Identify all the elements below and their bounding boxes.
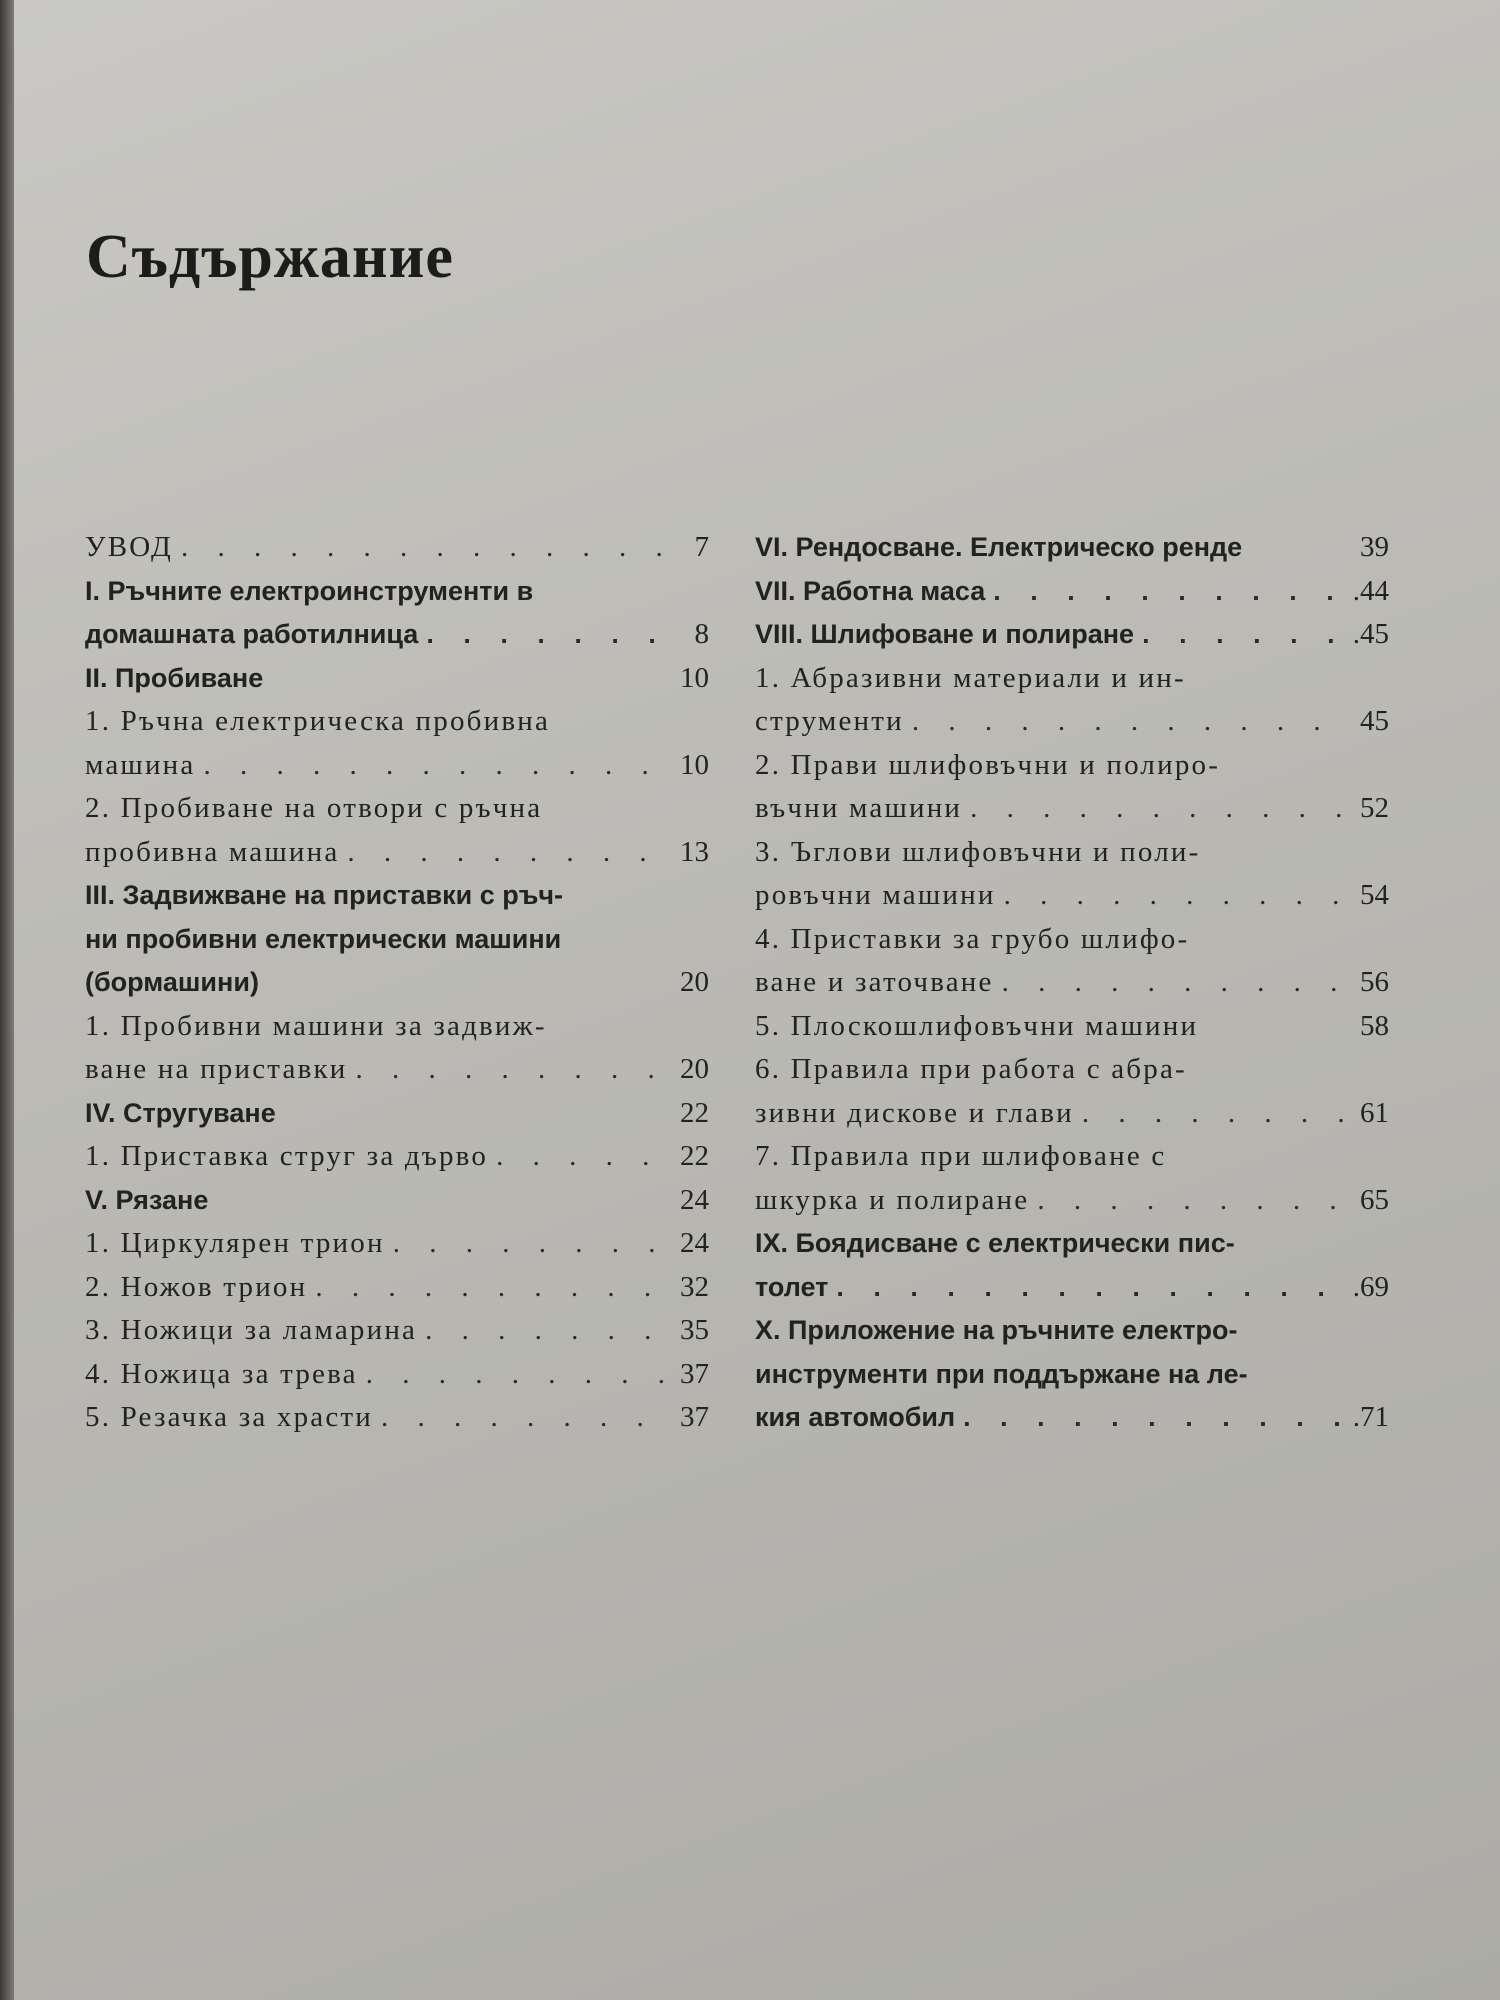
toc-entry-text: зивни дискове и глави — [755, 1096, 1074, 1129]
toc-entry-line — [85, 613, 709, 657]
toc-page-number: 32 — [680, 1270, 709, 1303]
toc-page-number: 61 — [1360, 1096, 1389, 1129]
toc-entry-line — [755, 1222, 1389, 1266]
toc-entry-text: домашната работилница — [85, 619, 419, 649]
toc-entry-text: X. Приложение на ръчните електро- — [755, 1315, 1238, 1345]
toc-entry-line — [755, 1353, 1389, 1397]
toc-page-number: 10 — [680, 661, 709, 694]
toc-entry-text: кия автомобил — [755, 1402, 956, 1432]
toc-page-number: 54 — [1360, 879, 1389, 911]
toc-entry-line — [85, 1092, 709, 1136]
toc-chapter-entry — [85, 657, 709, 701]
toc-page-number: 45 — [1360, 705, 1389, 737]
toc-left-column — [85, 526, 709, 1440]
toc-entry-text: толет — [755, 1271, 829, 1302]
toc-entry-text: V. Рязане — [85, 1184, 209, 1215]
toc-section-entry — [85, 526, 709, 570]
toc-entry-text: (бормашини) — [85, 967, 259, 997]
dot-leader — [912, 700, 1347, 744]
toc-entry-line — [755, 1005, 1389, 1049]
toc-entry-line — [85, 1353, 709, 1397]
toc-section-entry — [85, 1222, 709, 1266]
toc-entry-text: 2. Прави шлифовъчни и полиро- — [755, 748, 1221, 781]
dot-leader — [1142, 613, 1345, 657]
toc-section-entry — [85, 1396, 709, 1440]
toc-entry-line — [85, 1309, 709, 1353]
toc-entry-line — [85, 1135, 709, 1179]
toc-entry-text: 1. Абразивни материали и ин- — [755, 661, 1186, 694]
toc-entry-text: УВОД — [85, 531, 173, 563]
toc-entry-text: пробивна машина — [85, 835, 340, 868]
toc-entry-line — [85, 657, 709, 701]
toc-page-number: 20 — [680, 1053, 709, 1085]
toc-page-number: 52 — [1360, 792, 1389, 824]
toc-entry-line — [755, 1266, 1389, 1310]
toc-entry-text: машина — [85, 748, 196, 781]
toc-entry-text: ровъчни машини — [755, 879, 996, 911]
toc-entry-text: 5. Плоскошлифовъчни машини — [755, 1009, 1199, 1042]
toc-entry-text: шкурка и полиране — [755, 1183, 1030, 1216]
toc-entry-text: въчни машини — [755, 792, 963, 824]
toc-section-entry — [85, 787, 709, 874]
dot-leader — [496, 1135, 667, 1179]
dot-leader — [1004, 874, 1347, 918]
toc-entry-text: 5. Резачка за храсти — [85, 1401, 374, 1433]
toc-entry-line — [85, 1005, 709, 1049]
dot-leader — [393, 1222, 667, 1266]
toc-entry-line — [755, 526, 1389, 570]
toc-entry-line — [755, 1092, 1389, 1136]
toc-entry-text: 1. Ръчна електрическа пробивна — [85, 705, 551, 737]
toc-entry-line — [755, 613, 1389, 657]
toc-chapter-entry — [755, 1222, 1389, 1309]
toc-entry-text: I. Ръчните електроинструменти в — [85, 575, 534, 606]
dot-leader — [1002, 961, 1347, 1005]
toc-entry-text: 6. Правила при работа с абра- — [755, 1053, 1187, 1085]
toc-chapter-entry — [755, 526, 1389, 570]
toc-entry-line — [755, 744, 1389, 788]
toc-entry-text: 3. Ъглови шлифовъчни и поли- — [755, 835, 1201, 868]
dot-leader — [836, 1266, 1344, 1310]
toc-page-number: 7 — [694, 531, 709, 563]
toc-entry-line — [755, 1396, 1389, 1440]
toc-section-entry — [85, 1135, 709, 1179]
toc-chapter-entry — [85, 874, 709, 1005]
toc-entry-text: 2. Ножов трион — [85, 1270, 308, 1303]
toc-section-entry — [85, 1005, 709, 1092]
toc-chapter-entry — [85, 570, 709, 657]
toc-entry-text: 4. Ножица за трева — [85, 1357, 358, 1390]
toc-entry-line — [755, 874, 1389, 918]
toc-page-number: 22 — [680, 1140, 709, 1172]
toc-entry-text: 2. Пробиване на отвори с ръчна — [85, 792, 543, 824]
toc-entry-text: IV. Стругуване — [85, 1097, 276, 1128]
dot-leader — [315, 1266, 667, 1310]
toc-chapter-entry — [85, 1092, 709, 1136]
toc-page-number: .44 — [1352, 574, 1389, 607]
toc-page-number: 22 — [680, 1096, 709, 1129]
toc-entry-line — [755, 1179, 1389, 1223]
toc-entry-text: VII. Работна маса — [755, 575, 986, 606]
dot-leader — [203, 744, 667, 788]
toc-page-number: 39 — [1360, 531, 1389, 563]
toc-entry-line — [85, 1048, 709, 1092]
toc-chapter-entry — [755, 570, 1389, 614]
toc-entry-text: 3. Ножици за ламарина — [85, 1314, 418, 1346]
book-spine-shadow — [0, 0, 14, 2000]
toc-section-entry — [755, 831, 1389, 918]
toc-page-number: .69 — [1352, 1270, 1389, 1303]
toc-page-number: .45 — [1352, 618, 1389, 650]
toc-chapter-entry — [755, 613, 1389, 657]
toc-entry-text: ване и заточване — [755, 966, 994, 998]
toc-entry-line — [85, 570, 709, 614]
toc-entry-line — [85, 1396, 709, 1440]
toc-entry-line — [85, 831, 709, 875]
toc-page-number: 65 — [1360, 1183, 1389, 1216]
dot-leader — [1037, 1179, 1347, 1223]
toc-page-number: 37 — [680, 1357, 709, 1390]
toc-entry-line — [85, 787, 709, 831]
toc-entry-text: 1. Пробивни машини за задвиж- — [85, 1009, 547, 1042]
toc-entry-line — [85, 961, 709, 1005]
toc-page-number: 8 — [694, 618, 709, 650]
toc-entry-text: ване на приставки — [85, 1053, 348, 1085]
toc-section-entry — [755, 744, 1389, 831]
toc-entry-text: II. Пробиване — [85, 662, 264, 693]
toc-entry-text: IX. Боядисване с електрически пис- — [755, 1228, 1235, 1258]
toc-section-entry — [755, 918, 1389, 1005]
toc-entry-line — [85, 1266, 709, 1310]
toc-section-entry — [85, 1353, 709, 1397]
toc-entry-line — [755, 787, 1389, 831]
toc-page-number: .71 — [1352, 1401, 1389, 1433]
toc-entry-line — [85, 526, 709, 570]
toc-entry-text: инструменти при поддържане на ле- — [755, 1358, 1248, 1389]
toc-entry-text: VI. Рендосване. Електрическо ренде — [755, 532, 1243, 562]
page-title: Съдържание — [86, 223, 454, 291]
dot-leader — [426, 613, 667, 657]
toc-section-entry — [755, 1005, 1389, 1049]
toc-page-number: 24 — [680, 1227, 709, 1259]
toc-page-number: 20 — [680, 966, 709, 998]
toc-entry-line — [755, 1309, 1389, 1353]
dot-leader — [1082, 1092, 1347, 1136]
toc-chapter-entry — [85, 1179, 709, 1223]
toc-entry-line — [755, 831, 1389, 875]
toc-entry-text: 4. Приставки за грубо шлифо- — [755, 922, 1190, 955]
toc-entry-line — [85, 1222, 709, 1266]
dot-leader — [993, 570, 1345, 614]
toc-page-number: 56 — [1360, 966, 1389, 998]
toc-entry-text: струменти — [755, 705, 904, 737]
dot-leader — [347, 831, 667, 875]
dot-leader — [963, 1396, 1345, 1440]
toc-page-number: 10 — [680, 748, 709, 781]
toc-entry-line — [755, 700, 1389, 744]
toc-section-entry — [85, 1309, 709, 1353]
toc-entry-line — [85, 744, 709, 788]
dot-leader — [181, 526, 667, 570]
toc-section-entry — [755, 1135, 1389, 1222]
toc-entry-line — [85, 700, 709, 744]
dot-leader — [366, 1353, 667, 1397]
toc-page-number: 35 — [680, 1314, 709, 1346]
toc-entry-line — [85, 874, 709, 918]
dot-leader — [381, 1396, 667, 1440]
dot-leader — [425, 1309, 667, 1353]
book-page — [14, 0, 1500, 2000]
toc-entry-line — [85, 1179, 709, 1223]
toc-section-entry — [755, 1048, 1389, 1135]
toc-page-number: 37 — [680, 1401, 709, 1433]
toc-entry-text: 7. Правила при шлифоване с — [755, 1140, 1167, 1172]
toc-entry-text: 1. Циркулярен трион — [85, 1227, 385, 1259]
toc-entry-line — [85, 918, 709, 962]
toc-section-entry — [85, 1266, 709, 1310]
toc-page-number: 13 — [680, 835, 709, 868]
toc-chapter-entry — [755, 1309, 1389, 1440]
toc-entry-text: 1. Приставка струг за дърво — [85, 1140, 489, 1172]
toc-page-number: 24 — [680, 1183, 709, 1216]
dot-leader — [355, 1048, 667, 1092]
toc-entry-line — [755, 570, 1389, 614]
toc-entry-line — [755, 918, 1389, 962]
toc-right-column — [755, 526, 1389, 1440]
toc-entry-line — [755, 657, 1389, 701]
toc-entry-line — [755, 961, 1389, 1005]
toc-entry-text: ни пробивни електрически машини — [85, 923, 562, 954]
toc-section-entry — [85, 700, 709, 787]
toc-entry-text: III. Задвижване на приставки с ръч- — [85, 880, 564, 910]
toc-section-entry — [755, 657, 1389, 744]
toc-page-number: 58 — [1360, 1009, 1389, 1042]
toc-entry-line — [755, 1135, 1389, 1179]
toc-entry-text: VIII. Шлифоване и полиране — [755, 619, 1135, 649]
toc-entry-line — [755, 1048, 1389, 1092]
dot-leader — [970, 787, 1347, 831]
